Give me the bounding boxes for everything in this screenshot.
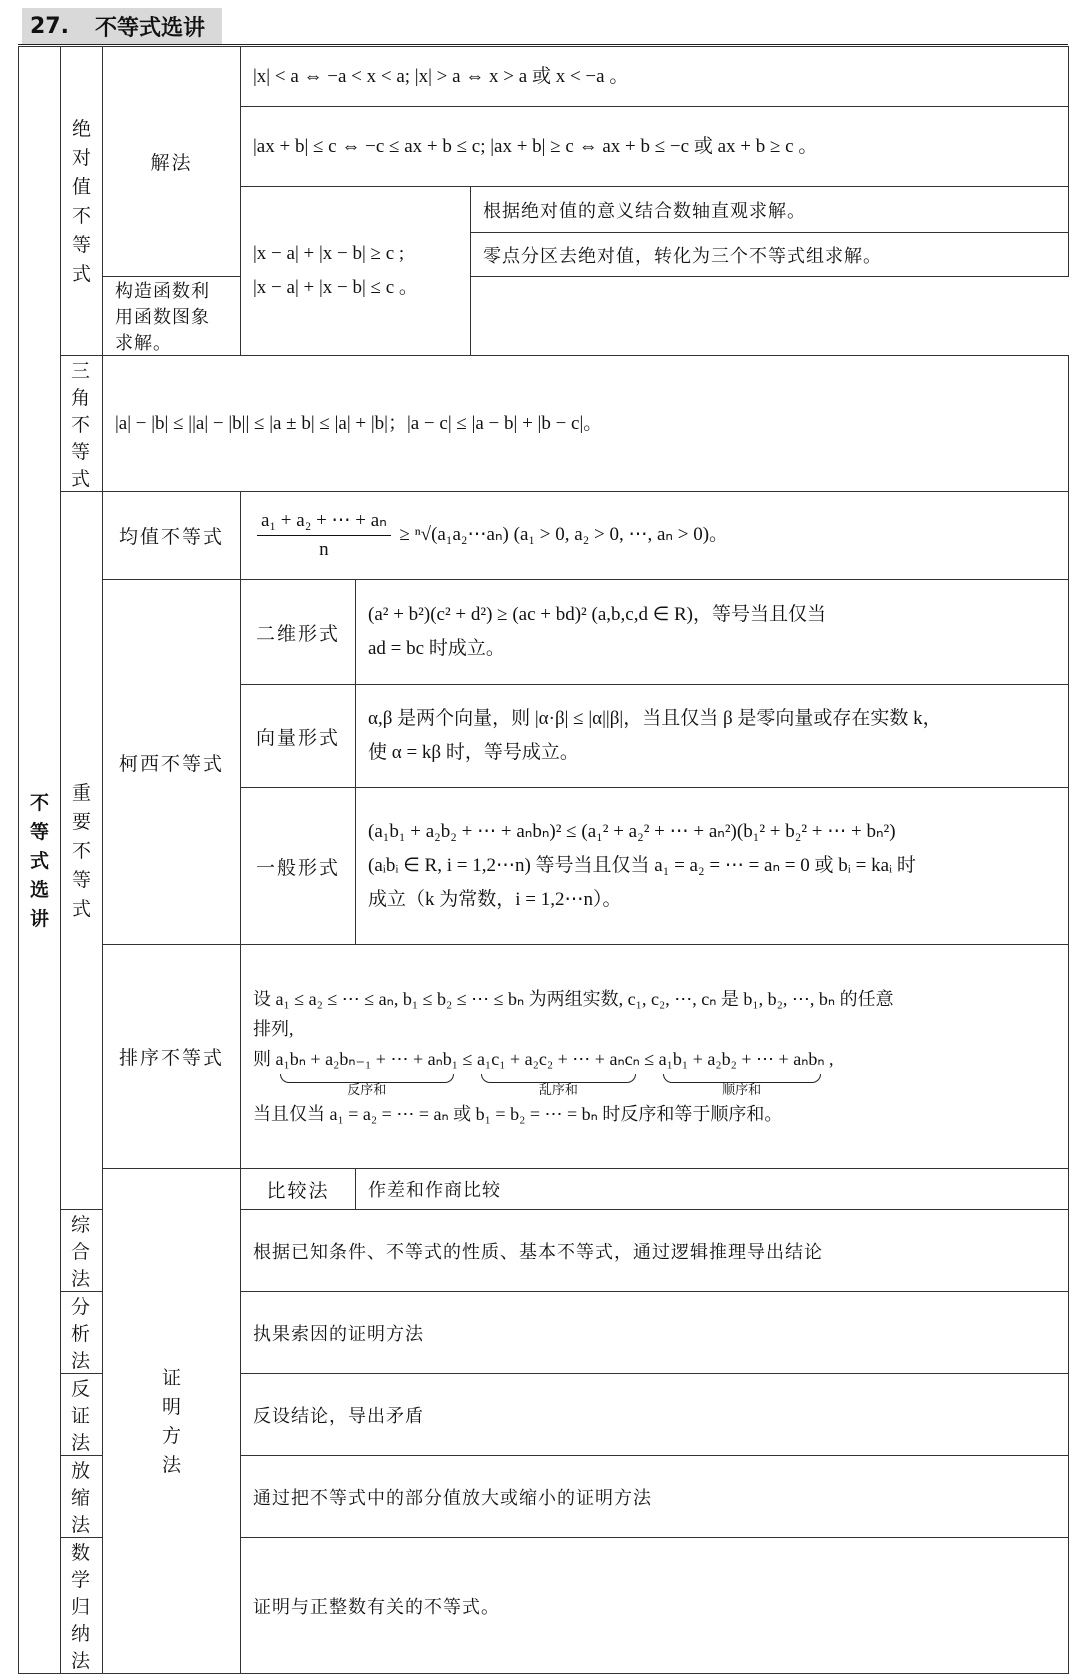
proof-method-desc: 证明与正整数有关的不等式。	[241, 1538, 1069, 1674]
heading-rule	[18, 44, 1068, 45]
proof-group-label: 证明方法	[103, 1169, 241, 1674]
rearrangement-comma: ,	[829, 1049, 834, 1069]
reverse-sum-label: 反序和	[347, 1083, 387, 1098]
rearrangement-then: 则	[253, 1049, 271, 1069]
cauchy-general-line2: (aᵢbᵢ ∈ R, i = 1,2⋯n) 等号当且仅当 a₁ = a₂ = ⋯ = aₙ = 0 或 bᵢ = kaᵢ 时	[368, 855, 916, 876]
proof-method-desc: 通过把不等式中的部分值放大或缩小的证明方法	[241, 1456, 1069, 1538]
proof-method-label: 综合法	[61, 1210, 103, 1292]
reverse-sum-expr: a₁bₙ + a₂bₙ₋₁ + ⋯ + aₙb₁	[275, 1049, 459, 1069]
cauchy-general-label: 一般形式	[241, 788, 356, 945]
mean-numerator: a₁ + a₂ + ⋯ + aₙ	[257, 507, 391, 536]
abs-formula-3-line1: |x − a| + |x − b| ≥ c ;	[253, 243, 405, 264]
mean-formula	[241, 492, 1069, 580]
proof-method-label: 分析法	[61, 1292, 103, 1374]
mean-fraction	[257, 507, 391, 564]
cauchy-vector-line1: α,β 是两个向量，则 |α·β| ≤ |α||β|，当且仅当 β 是零向量或存在实数 k，	[368, 708, 942, 729]
mean-label: 均值不等式	[103, 492, 241, 580]
ordered-sum	[659, 1044, 825, 1099]
ordered-sum-label: 顺序和	[722, 1083, 762, 1098]
cauchy-general-line1: (a₁b₁ + a₂b₂ + ⋯ + aₙbₙ)² ≤ (a₁² + a₂² + ⋯ + aₙ²)(b₁² + b₂² + ⋯ + bₙ²)	[368, 821, 896, 842]
random-sum-brace	[481, 1074, 636, 1083]
random-sum-expr: a₁c₁ + a₂c₂ + ⋯ + aₙcₙ	[476, 1049, 640, 1069]
cauchy-general-line3: 成立（k 为常数，i = 1,2⋯n）。	[368, 889, 622, 910]
rearrangement-line1: 设 a₁ ≤ a₂ ≤ ⋯ ≤ aₙ, b₁ ≤ b₂ ≤ ⋯ ≤ bₙ 为两组实数, c₁, c₂, ⋯, cₙ 是 b₁, b₂, ⋯, bₙ 的任意	[253, 989, 894, 1009]
rearrangement-label: 排序不等式	[103, 945, 241, 1169]
rearrangement-le-1: ≤	[462, 1049, 473, 1069]
abs-method-2: 零点分区去绝对值，转化为三个不等式组求解。	[471, 233, 1069, 277]
cauchy-general-formula	[356, 788, 1069, 945]
cauchy-vector-line2: 使 α = kβ 时，等号成立。	[368, 742, 579, 763]
proof-method-label: 比较法	[241, 1169, 356, 1210]
proof-method-label: 数学归纳法	[61, 1538, 103, 1674]
rearrangement-chain	[253, 1044, 1056, 1099]
proof-method-desc: 作差和作商比较	[356, 1169, 1069, 1210]
proof-method-desc: 根据已知条件、不等式的性质、基本不等式，通过逻辑推理导出结论	[241, 1210, 1069, 1292]
ordered-sum-expr: a₁b₁ + a₂b₂ + ⋯ + aₙbₙ	[658, 1049, 825, 1069]
ordered-sum-brace	[663, 1074, 821, 1083]
reverse-sum	[276, 1044, 459, 1099]
summary-table	[18, 46, 1069, 1674]
abs-formula-1: |x| < a ⇔ −a < x < a; |x| > a ⇔ x > a 或 x < −a 。	[241, 47, 1069, 107]
cauchy-2d-formula	[356, 580, 1069, 685]
mean-rest: ≥ ⁿ√(a₁a₂⋯aₙ) (a₁ > 0, a₂ > 0, ⋯, aₙ > 0)。	[399, 523, 729, 545]
mean-denominator: n	[319, 539, 329, 560]
important-group-label: 重要不等式	[61, 492, 103, 1210]
random-sum	[477, 1044, 640, 1099]
cauchy-2d-line1: (a² + b²)(c² + d²) ≥ (ac + bd)² (a,b,c,d ∈ R)，等号当且仅当	[368, 604, 826, 625]
solve-label: 解法	[103, 47, 241, 277]
abs-formula-2: |ax + b| ≤ c ⇔ −c ≤ ax + b ≤ c; |ax + b| ≥ c ⇔ ax + b ≤ −c 或 ax + b ≥ c 。	[241, 107, 1069, 187]
abs-method-1: 根据绝对值的意义结合数轴直观求解。	[471, 187, 1069, 233]
cauchy-label: 柯西不等式	[103, 580, 241, 945]
cauchy-2d-line2: ad = bc 时成立。	[368, 638, 505, 659]
abs-group-label: 绝对值不等式	[61, 47, 103, 356]
abs-formula-3-line2: |x − a| + |x − b| ≤ c 。	[253, 277, 418, 298]
section-title: 不等式选讲	[94, 15, 205, 41]
abs-method-3: 构造函数利用函数图象求解。	[103, 277, 241, 356]
proof-method-label: 反证法	[61, 1374, 103, 1456]
rearrangement-line4: 当且仅当 a₁ = a₂ = ⋯ = aₙ 或 b₁ = b₂ = ⋯ = bₙ 时反序和等于顺序和。	[253, 1104, 783, 1124]
abs-formula-3	[241, 187, 471, 356]
section-heading	[22, 8, 222, 44]
main-category: 不等式选讲	[19, 47, 61, 1674]
proof-method-label: 放缩法	[61, 1456, 103, 1538]
cauchy-2d-label: 二维形式	[241, 580, 356, 685]
rearrangement-line2: 排列,	[253, 1019, 294, 1039]
rearrangement-formula	[241, 945, 1069, 1169]
summary-table-wrap	[18, 46, 1069, 1674]
triangle-label: 三角不等式	[61, 356, 103, 492]
proof-method-desc: 执果索因的证明方法	[241, 1292, 1069, 1374]
triangle-formula: |a| − |b| ≤ ||a| − |b|| ≤ |a ± b| ≤ |a| + |b|；|a − c| ≤ |a − b| + |b − c|。	[103, 356, 1069, 492]
proof-method-desc: 反设结论，导出矛盾	[241, 1374, 1069, 1456]
reverse-sum-brace	[280, 1074, 455, 1083]
random-sum-label: 乱序和	[538, 1083, 578, 1098]
section-number: 27.	[30, 13, 69, 39]
cauchy-vector-label: 向量形式	[241, 685, 356, 788]
rearrangement-le-2: ≤	[644, 1049, 655, 1069]
cauchy-vector-formula	[356, 685, 1069, 788]
